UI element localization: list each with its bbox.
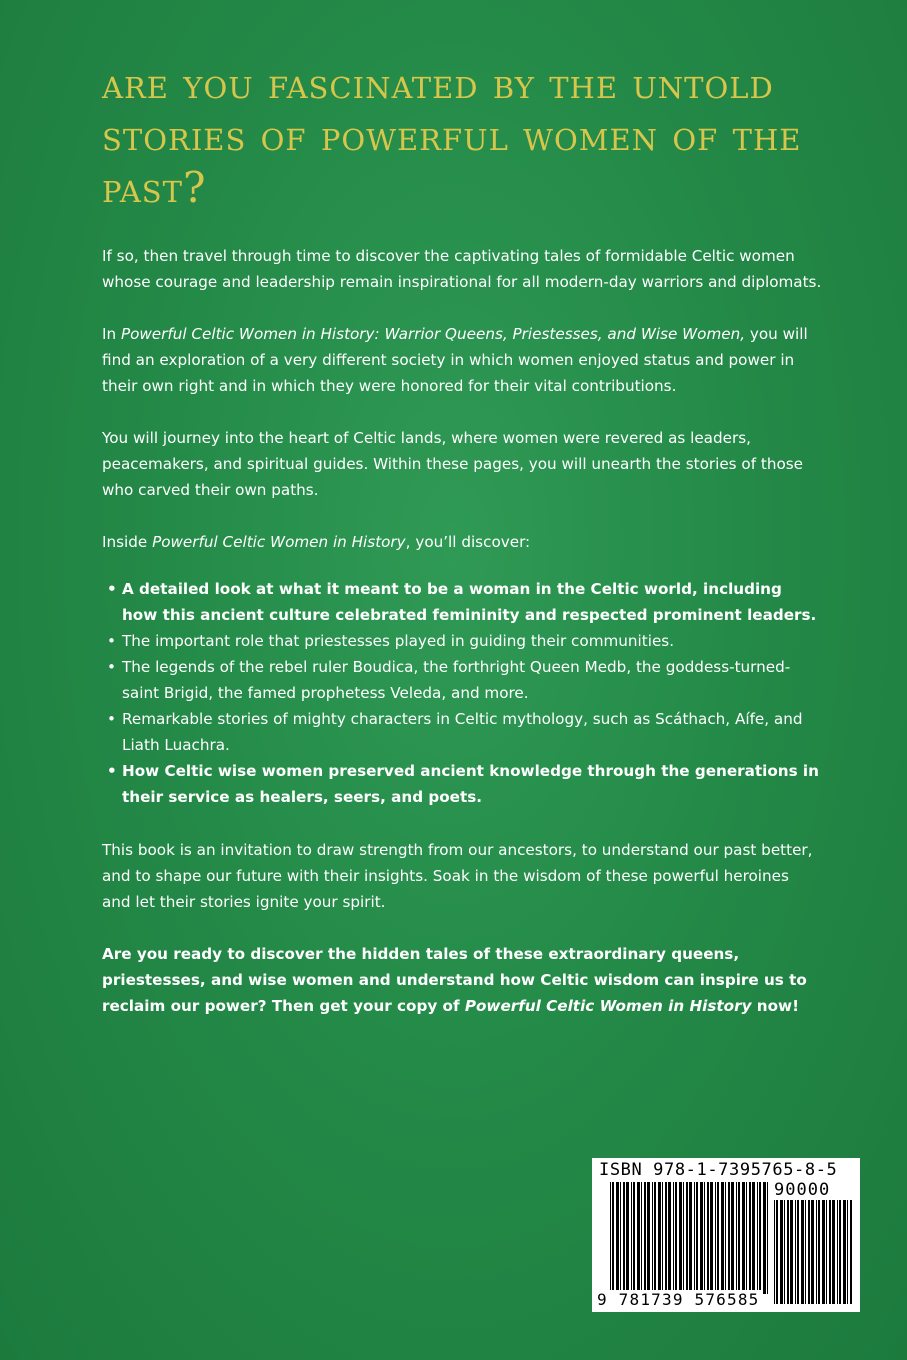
barcode-block xyxy=(592,1158,860,1312)
text-segment: now! xyxy=(751,997,799,1015)
text-segment: , you’ll discover: xyxy=(405,533,531,551)
list-item: • Remarkable stories of mighty characters in Celtic mythology, such as Scáthach, Aífe, and Liath Luachra. xyxy=(102,706,822,758)
isbn-label: ISBN 978-1-7395765-8-5 xyxy=(599,1160,838,1180)
back-cover-copy xyxy=(102,243,822,1045)
book-title: Powerful Celtic Women in History xyxy=(464,997,752,1015)
discover-intro xyxy=(102,529,822,555)
list-item: • A detailed look at what it meant to be a woman in the Celtic world, including how this ancient culture celebrated femininity and respected prominent leaders. xyxy=(102,576,822,628)
book-title: Powerful Celtic Women in History xyxy=(152,533,406,551)
description-paragraph xyxy=(102,321,822,399)
ean-digits: 9 781739 576585 xyxy=(597,1290,760,1309)
closing-paragraph xyxy=(102,941,822,1019)
invitation-paragraph: This book is an invitation to draw strength from our ancestors, to understand our past better, and to shape our future with their insights. Soak in the wisdom of these powerful heroines and let their stories ignite your spirit. xyxy=(102,841,813,911)
book-title: Powerful Celtic Women in History: Warrior Queens, Priestesses, and Wise Women, xyxy=(120,325,746,343)
text-segment: Are you ready to discover the hidden tales of these extraordinary queens, priestesses, and wise women and understand how Celtic wisdom can inspire us to reclaim our power? Then get your copy of xyxy=(102,945,807,1015)
journey-paragraph: You will journey into the heart of Celtic lands, where women were revered as leaders, peacemakers, and spiritual guides. Within these pages, you will unearth the stories of those who carved their own paths. xyxy=(102,429,804,499)
intro-paragraph: If so, then travel through time to discover the captivating tales of formidable Celtic women whose courage and leadership remain inspirational for all modern-day warriors and diplomats. xyxy=(102,247,822,291)
addon-price: 90000 xyxy=(774,1180,831,1200)
headline: are you fascinated by the untold stories of powerful women of the past? xyxy=(102,59,802,212)
list-item: • The legends of the rebel ruler Boudica, the forthright Queen Medb, the goddess-turned-saint Brigid, the famed prophetess Veleda, and more. xyxy=(102,654,822,706)
feature-list xyxy=(102,576,822,810)
text-segment: you will find an exploration of a very different society in which women enjoyed status and power in their own right and in which they were honored for their vital contributions. xyxy=(102,325,808,395)
text-segment: In xyxy=(102,325,121,343)
ean-barcode xyxy=(610,1182,770,1294)
list-item: • How Celtic wise women preserved ancient knowledge through the generations in their service as healers, seers, and poets. xyxy=(102,758,822,810)
addon-barcode xyxy=(774,1200,852,1304)
text-segment: Inside xyxy=(102,533,153,551)
list-item: • The important role that priestesses played in guiding their communities. xyxy=(102,628,822,654)
